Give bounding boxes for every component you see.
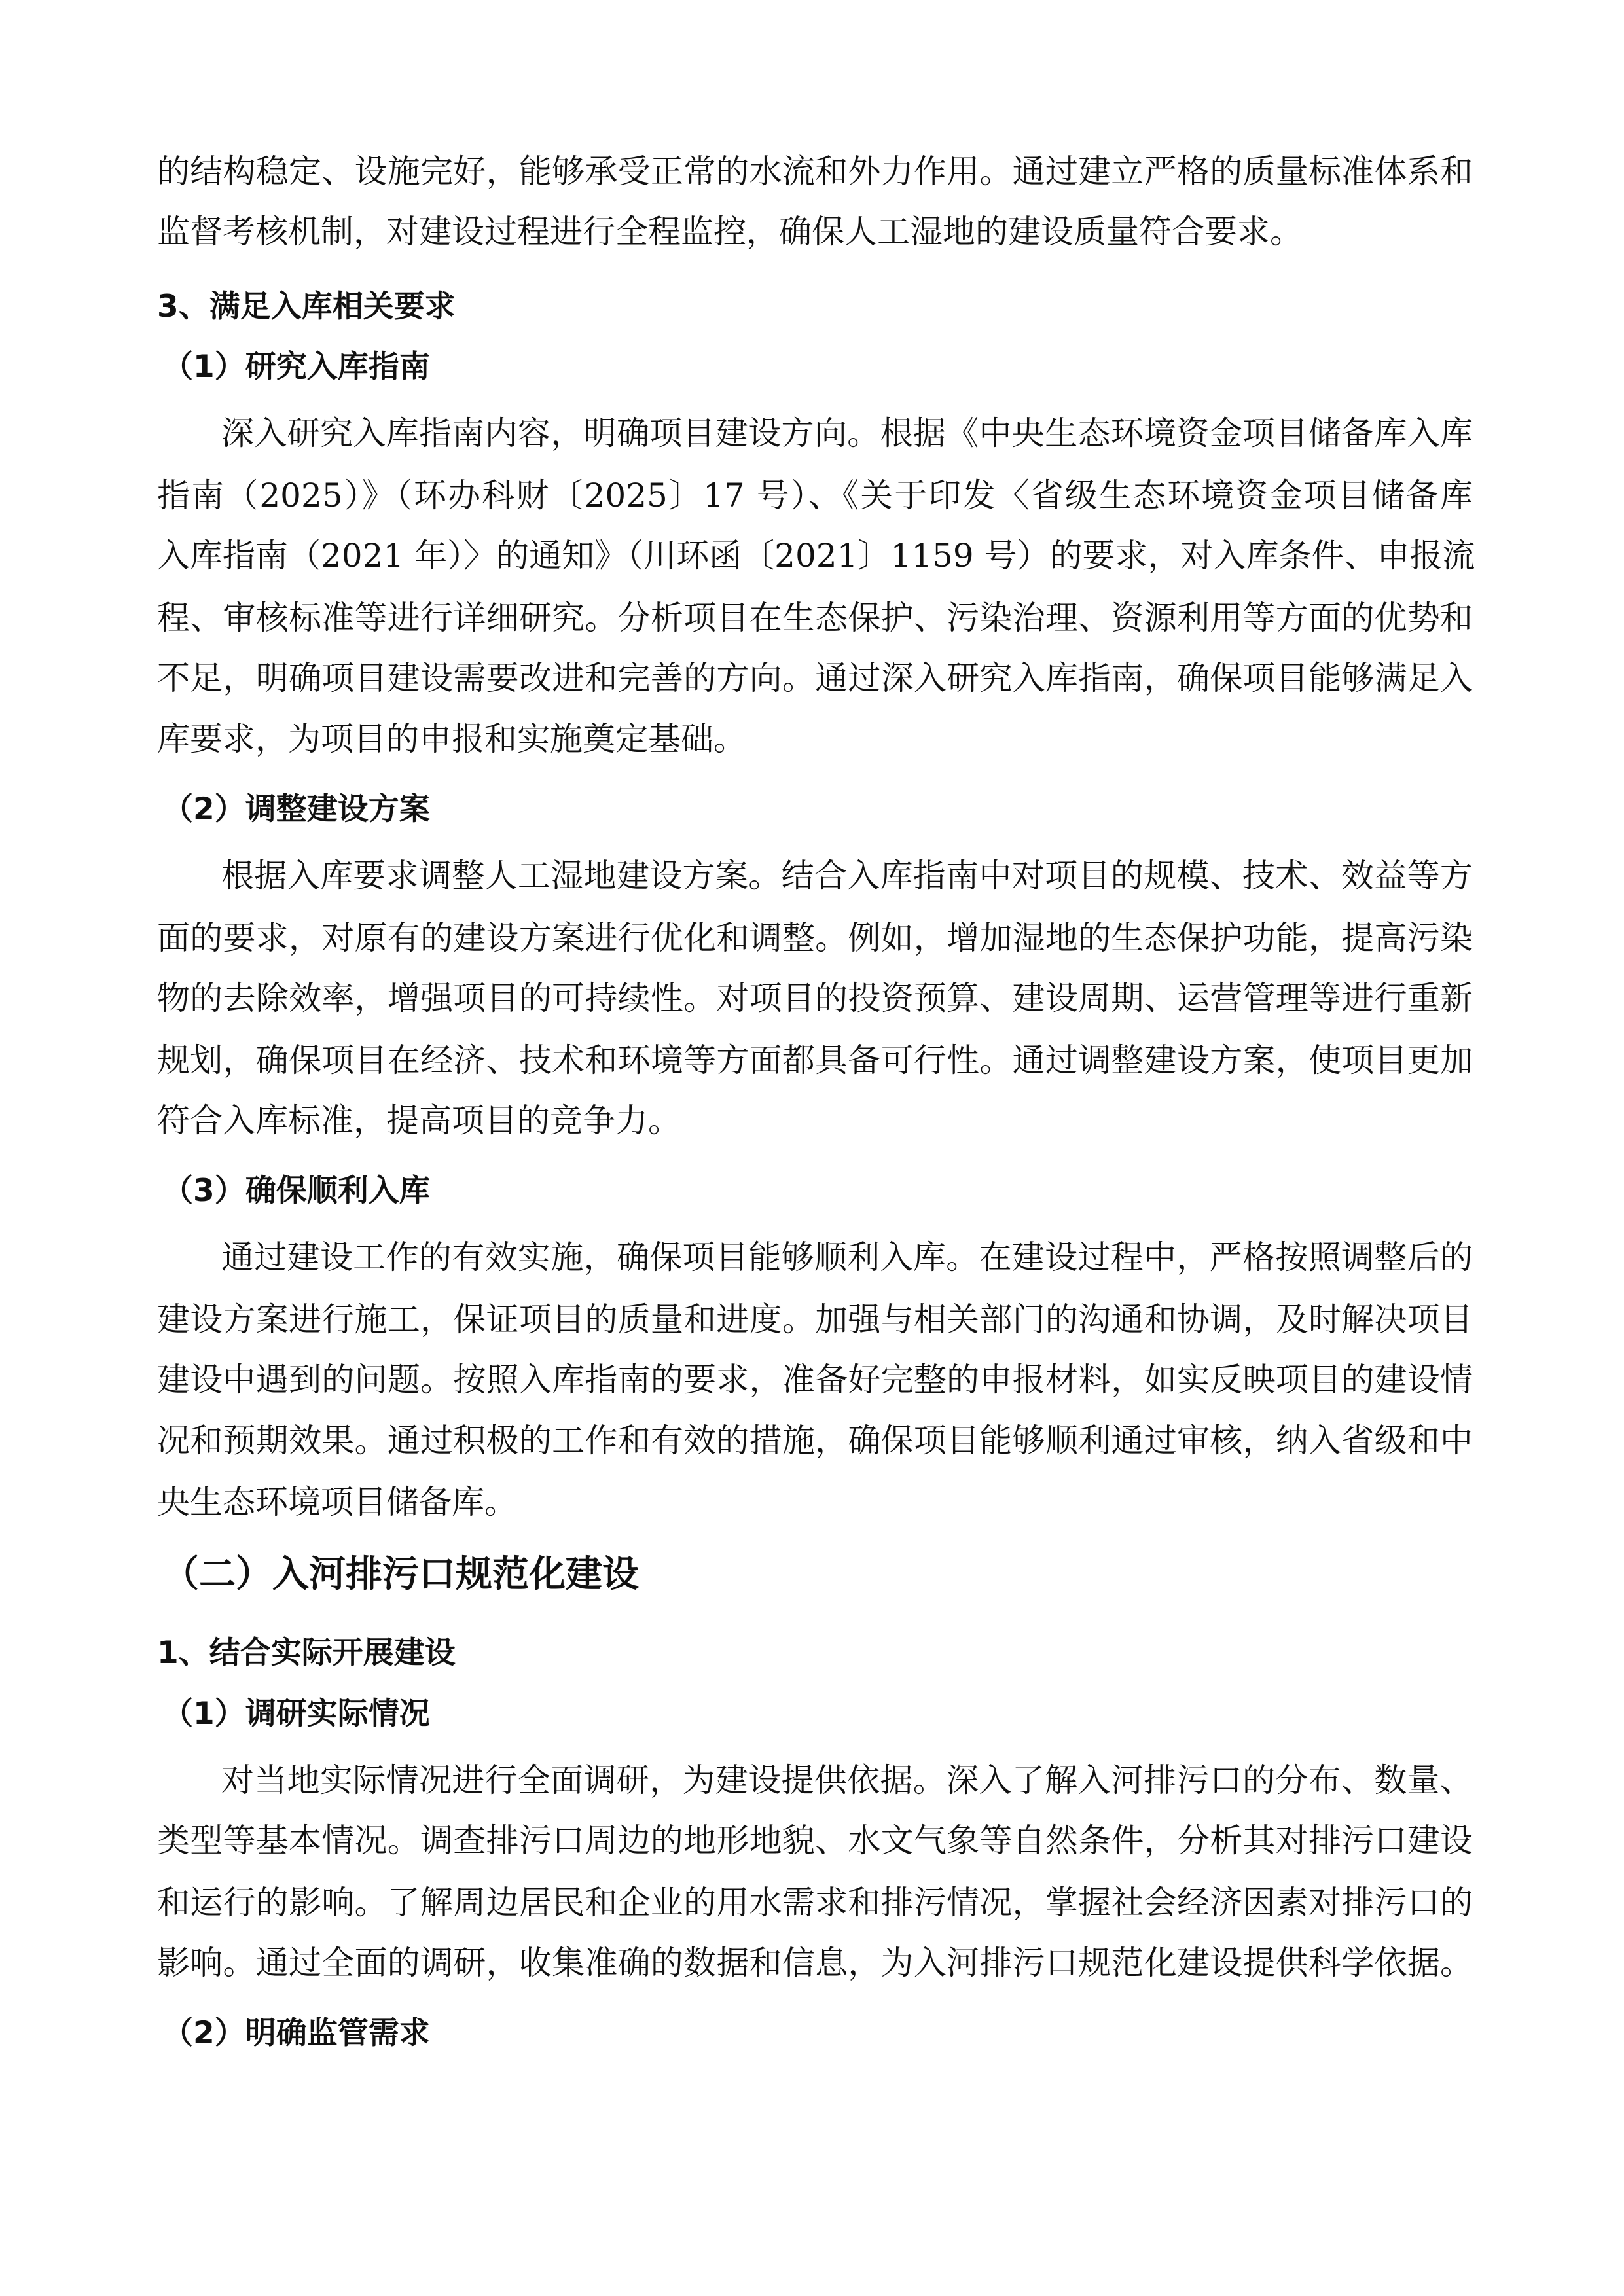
subsection-heading: 3、满足入库相关要求 [157, 289, 456, 325]
body-text-line: 通过建设工作的有效实施，确保项目能够顺利入库。在建设过程中，严格按照调整后的 [221, 1238, 1473, 1276]
body-text-line: 影响。通过全面的调研，收集准确的数据和信息，为入河排污口规范化建设提供科学依据。 [157, 1944, 1473, 1982]
sub-subsection-heading: （1）调研实际情况 [162, 1696, 430, 1732]
sub-subsection-heading: （2）明确监管需求 [162, 2015, 430, 2051]
body-text-line: 况和预期效果。通过积极的工作和有效的措施，确保项目能够顺利通过审核，纳入省级和中 [157, 1422, 1473, 1460]
body-text-line: 类型等基本情况。调查排污口周边的地形地貌、水文气象等自然条件，分析其对排污口建设 [157, 1821, 1473, 1859]
body-text-line: 指南（2025）》（环办科财〔2025〕17 号）、《关于印发〈省级生态环境资金项目储备库 [157, 476, 1473, 514]
body-text-line: 入库指南（2021 年）〉的通知》（川环函〔2021〕1159 号）的要求，对入库条件、申报流 [157, 537, 1475, 575]
body-text-line: 库要求，为项目的申报和实施奠定基础。 [157, 720, 746, 758]
body-text-line: 面的要求，对原有的建设方案进行优化和调整。例如，增加湿地的生态保护功能，提高污染 [157, 919, 1473, 957]
section-heading: （二）入河排污口规范化建设 [162, 1553, 639, 1596]
body-text-line: 根据入库要求调整人工湿地建设方案。结合入库指南中对项目的规模、技术、效益等方 [221, 857, 1473, 895]
sub-subsection-heading: （2）调整建设方案 [162, 791, 430, 827]
body-text-line: 深入研究入库指南内容，明确项目建设方向。根据《中央生态环境资金项目储备库入库 [221, 414, 1473, 452]
body-text-line: 不足，明确项目建设需要改进和完善的方向。通过深入研究入库指南，确保项目能够满足入 [157, 659, 1473, 697]
body-text-line: 监督考核机制，对建设过程进行全程监控，确保人工湿地的建设质量符合要求。 [157, 213, 1303, 251]
body-text-line: 规划，确保项目在经济、技术和环境等方面都具备可行性。通过调整建设方案，使项目更加 [157, 1041, 1473, 1079]
body-text-line: 物的去除效率，增强项目的可持续性。对项目的投资预算、建设周期、运营管理等进行重新 [157, 979, 1473, 1017]
body-text-line: 和运行的影响。了解周边居民和企业的用水需求和排污情况，掌握社会经济因素对排污口的 [157, 1884, 1473, 1922]
sub-subsection-heading: （1）研究入库指南 [162, 349, 430, 385]
subsection-heading: 1、结合实际开展建设 [157, 1635, 456, 1671]
sub-subsection-heading: （3）确保顺利入库 [162, 1173, 430, 1209]
body-text-line: 符合入库标准，提高项目的竞争力。 [157, 1102, 681, 1139]
body-text-line: 建设中遇到的问题。按照入库指南的要求，准备好完整的申报材料，如实反映项目的建设情 [157, 1361, 1473, 1399]
body-text-line: 的结构稳定、设施完好，能够承受正常的水流和外力作用。通过建立严格的质量标准体系和 [157, 152, 1473, 190]
body-text-line: 程、审核标准等进行详细研究。分析项目在生态保护、污染治理、资源利用等方面的优势和 [157, 599, 1473, 637]
body-text-line: 对当地实际情况进行全面调研，为建设提供依据。深入了解入河排污口的分布、数量、 [221, 1761, 1473, 1799]
body-text-line: 建设方案进行施工，保证项目的质量和进度。加强与相关部门的沟通和协调，及时解决项目 [157, 1300, 1473, 1338]
body-text-line: 央生态环境项目储备库。 [157, 1483, 517, 1521]
